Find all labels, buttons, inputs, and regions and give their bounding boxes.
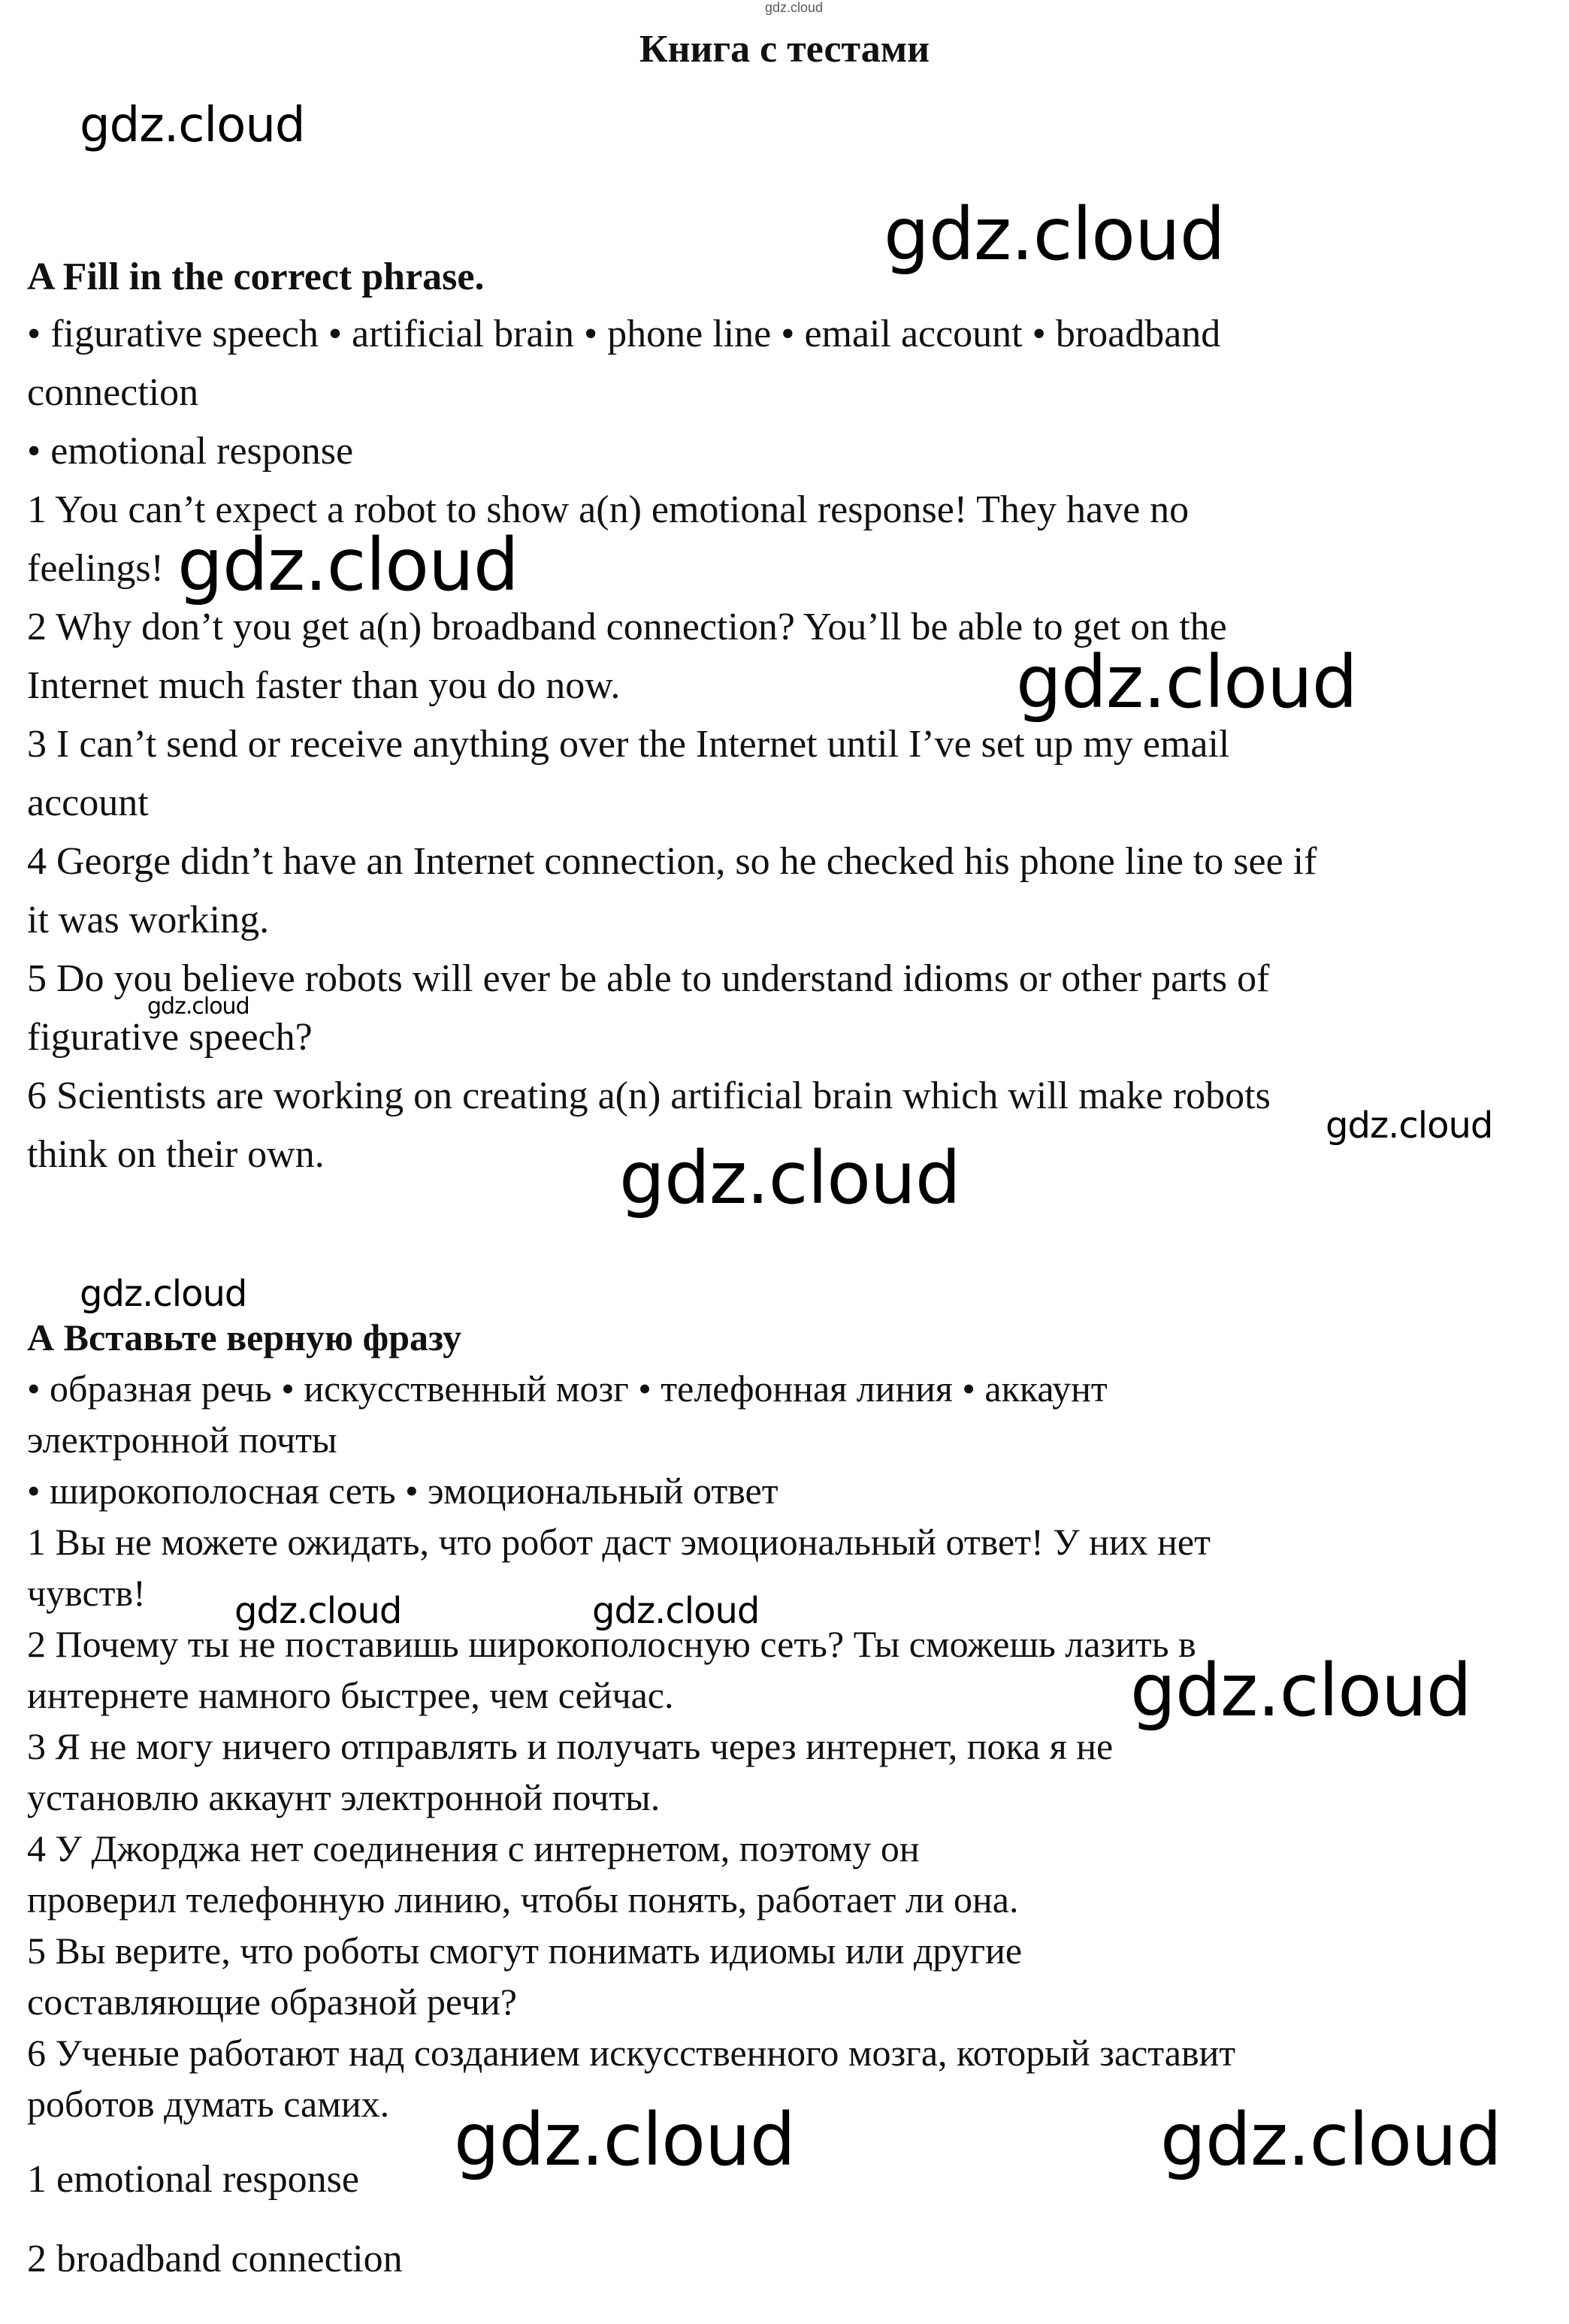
text-line: Internet much faster than you do now.: [27, 664, 621, 707]
text-line: 2 Why don’t you get a(n) broadband connection? You’ll be able to get on the: [27, 606, 1227, 648]
watermark: gdz.cloud: [234, 1590, 402, 1632]
exercise-heading-english: A Fill in the correct phrase.: [27, 255, 485, 298]
text-line: 1 Вы не можете ожидать, что робот даст эмоциональный ответ! У них нет: [27, 1521, 1211, 1563]
exercise-text-russian: [27, 1363, 1537, 2129]
text-line: 6 Scientists are working on creating a(n) artificial brain which will make robots: [27, 1074, 1271, 1117]
text-line: account: [27, 781, 149, 824]
watermark: gdz.cloud: [1326, 1105, 1493, 1147]
watermark: gdz.cloud: [1016, 640, 1357, 724]
top-watermark: gdz.cloud: [765, 0, 824, 15]
exercise-text-english: [27, 305, 1537, 1184]
text-line: 3 I can’t send or receive anything over the Internet until I’ve set up my email: [27, 723, 1230, 766]
watermark: gdz.cloud: [80, 1273, 247, 1315]
text-line: роботов думать самих.: [27, 2083, 390, 2125]
text-line: • emotional response: [27, 430, 354, 473]
text-line: электронной почты: [27, 1419, 337, 1461]
text-line: • figurative speech • artificial brain • phone line • email account • broadband: [27, 313, 1221, 355]
text-line: 3 Я не могу ничего отправлять и получать через интернет, пока я не: [27, 1725, 1114, 1767]
watermark: gdz.cloud: [177, 523, 518, 607]
watermark: gdz.cloud: [592, 1590, 760, 1632]
text-line: чувств!: [27, 1572, 146, 1614]
text-line: интернете намного быстрее, чем сейчас.: [27, 1674, 674, 1716]
text-line: 5 Do you believe robots will ever be able to understand idioms or other parts of: [27, 957, 1270, 1000]
answer-line: 1 emotional response: [27, 2158, 359, 2201]
answer-line: 2 broadband connection: [27, 2238, 403, 2280]
text-line: feelings!: [27, 547, 164, 590]
text-line: установлю аккаунт электронной почты.: [27, 1776, 661, 1818]
text-line: think on their own.: [27, 1133, 325, 1176]
text-line: • образная речь • искусственный мозг • телефонная линия • аккаунт: [27, 1368, 1108, 1410]
watermark: gdz.cloud: [454, 2098, 795, 2182]
watermark: gdz.cloud: [147, 993, 249, 1020]
watermark: gdz.cloud: [619, 1136, 960, 1220]
watermark: gdz.cloud: [80, 98, 305, 153]
page-title: Книга с тестами: [639, 28, 930, 71]
text-line: 1 You can’t expect a robot to show a(n) emotional response! They have no: [27, 488, 1190, 531]
exercise-heading-russian: А Вставьте верную фразу: [27, 1316, 462, 1358]
text-line: 4 George didn’t have an Internet connection, so he checked his phone line to see if: [27, 840, 1317, 883]
text-line: 4 У Джорджа нет соединения с интернетом, поэтому он: [27, 1827, 920, 1869]
text-line: it was working.: [27, 899, 270, 941]
watermark: gdz.cloud: [1130, 1649, 1471, 1733]
text-line: figurative speech?: [27, 1016, 313, 1059]
text-line: 6 Ученые работают над созданием искусственного мозга, который заставит: [27, 2032, 1236, 2074]
text-line: connection: [27, 371, 199, 414]
watermark: gdz.cloud: [884, 192, 1225, 277]
text-line: 2 Почему ты не поставишь широкополосную сеть? Ты сможешь лазить в: [27, 1623, 1196, 1665]
text-line: 5 Вы верите, что роботы смогут понимать идиомы или другие: [27, 1930, 1023, 1972]
text-line: составляющие образной речи?: [27, 1981, 517, 2023]
text-line: проверил телефонную линию, чтобы понять, работает ли она.: [27, 1878, 1019, 1921]
watermark: gdz.cloud: [1160, 2098, 1501, 2182]
text-line: • широкополосная сеть • эмоциональный ответ: [27, 1470, 778, 1512]
